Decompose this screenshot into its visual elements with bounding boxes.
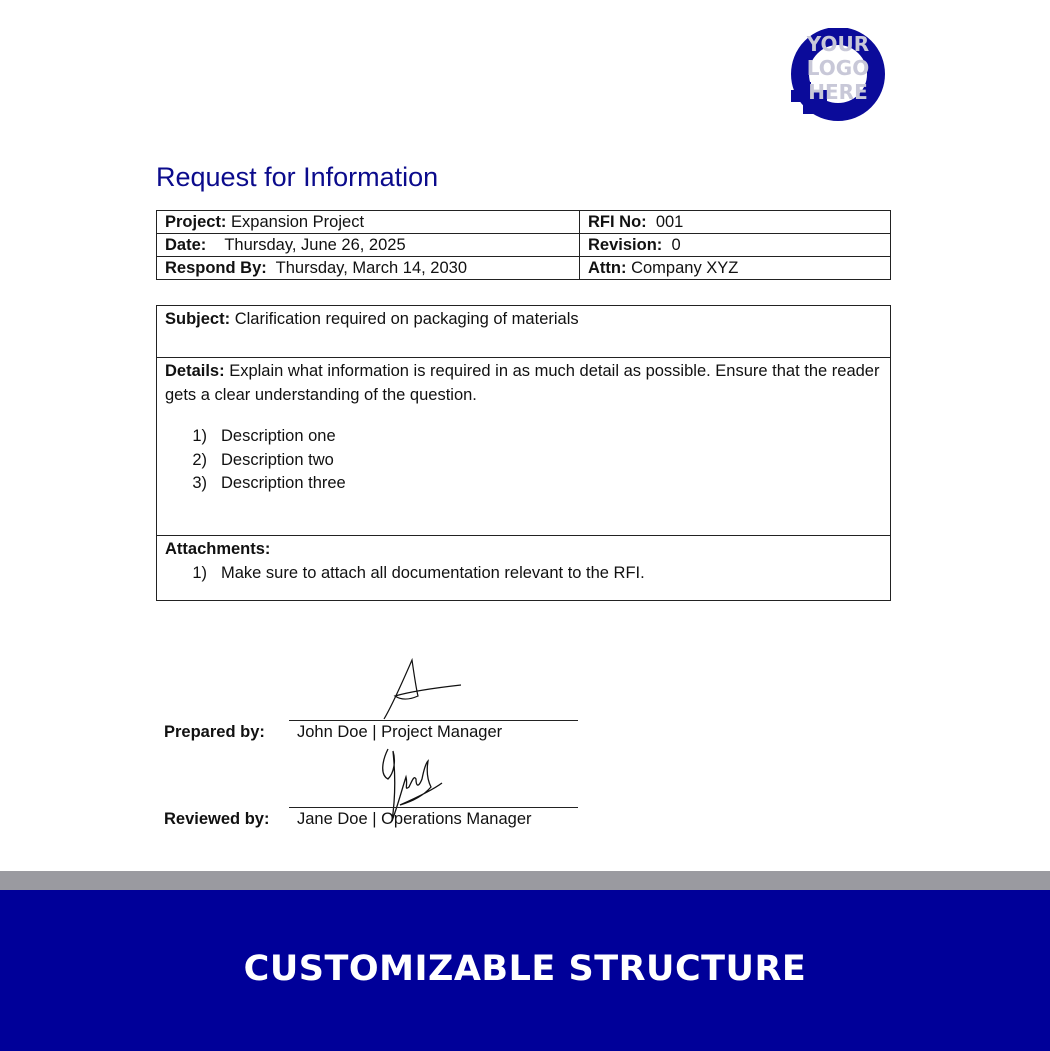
- attachments-label: Attachments:: [165, 540, 271, 558]
- list-item-number: 1): [192, 427, 207, 445]
- list-item-number: 1): [192, 563, 207, 582]
- rfi-number-label: RFI No:: [588, 212, 647, 231]
- prepared-by-label: Prepared by:: [164, 723, 265, 741]
- date-value: Thursday, June 26, 2025: [224, 235, 406, 254]
- reviewed-by-name: Jane Doe | Operations Manager: [297, 810, 532, 828]
- details-list: [165, 425, 882, 496]
- prepared-by-name: John Doe | Project Manager: [297, 723, 503, 741]
- table-row: [157, 257, 891, 280]
- attn-cell: [580, 257, 891, 280]
- signature-line: [289, 807, 578, 808]
- respond-by-label: Respond By:: [165, 258, 267, 277]
- project-label: Project:: [165, 212, 227, 231]
- rfi-number-cell: [580, 211, 891, 234]
- list-item-text: Make sure to attach all documentation relevant to the RFI.: [221, 563, 645, 582]
- details-label: Details:: [165, 362, 225, 380]
- rfi-number-value: 001: [655, 212, 684, 231]
- attn-label: Attn:: [588, 258, 627, 277]
- details-section: [157, 358, 890, 536]
- company-logo: [788, 28, 888, 124]
- page-title: Request for Information: [156, 162, 439, 192]
- table-row: [157, 234, 891, 257]
- attachments-section: [157, 536, 890, 600]
- project-cell: [157, 211, 580, 234]
- date-cell: [157, 234, 580, 257]
- respond-by-value: Thursday, March 14, 2030: [275, 258, 468, 277]
- list-item-text: Description one: [221, 427, 336, 445]
- details-text: Explain what information is required in as much detail as possible. Ensure that the reader gets a clear understanding of the question.: [165, 362, 880, 404]
- respond-by-cell: [157, 257, 580, 280]
- list-item-text: Description three: [221, 474, 346, 492]
- project-value: Expansion Project: [231, 212, 365, 231]
- signature-image: [379, 656, 469, 722]
- table-row: [157, 211, 891, 234]
- subject-text: Clarification required on packaging of materials: [234, 310, 579, 328]
- rfi-info-table: [156, 210, 891, 280]
- reviewed-by-label: Reviewed by:: [164, 810, 270, 828]
- date-label: Date:: [165, 235, 207, 254]
- attn-value: Company XYZ: [631, 258, 739, 277]
- subject-section: [157, 306, 890, 358]
- list-item-text: Description two: [221, 450, 334, 469]
- footer-stripe: [0, 871, 1050, 890]
- signature-line: [289, 720, 578, 721]
- subject-label: Subject:: [165, 310, 231, 328]
- footer-banner: [0, 890, 1050, 1051]
- list-item-number: 2): [192, 450, 207, 469]
- revision-label: Revision:: [588, 235, 663, 254]
- list-item: [165, 562, 882, 586]
- logo-text: YOUR LOGO HERE: [806, 32, 870, 104]
- footer-text: CUSTOMIZABLE STRUCTURE: [243, 948, 807, 989]
- revision-value: 0: [671, 235, 681, 254]
- revision-cell: [580, 234, 891, 257]
- list-item: [165, 472, 882, 496]
- attachments-list: [165, 562, 882, 586]
- list-item: [165, 425, 882, 449]
- rfi-details-box: [156, 305, 891, 601]
- list-item-number: 3): [192, 474, 207, 492]
- list-item: [165, 449, 882, 473]
